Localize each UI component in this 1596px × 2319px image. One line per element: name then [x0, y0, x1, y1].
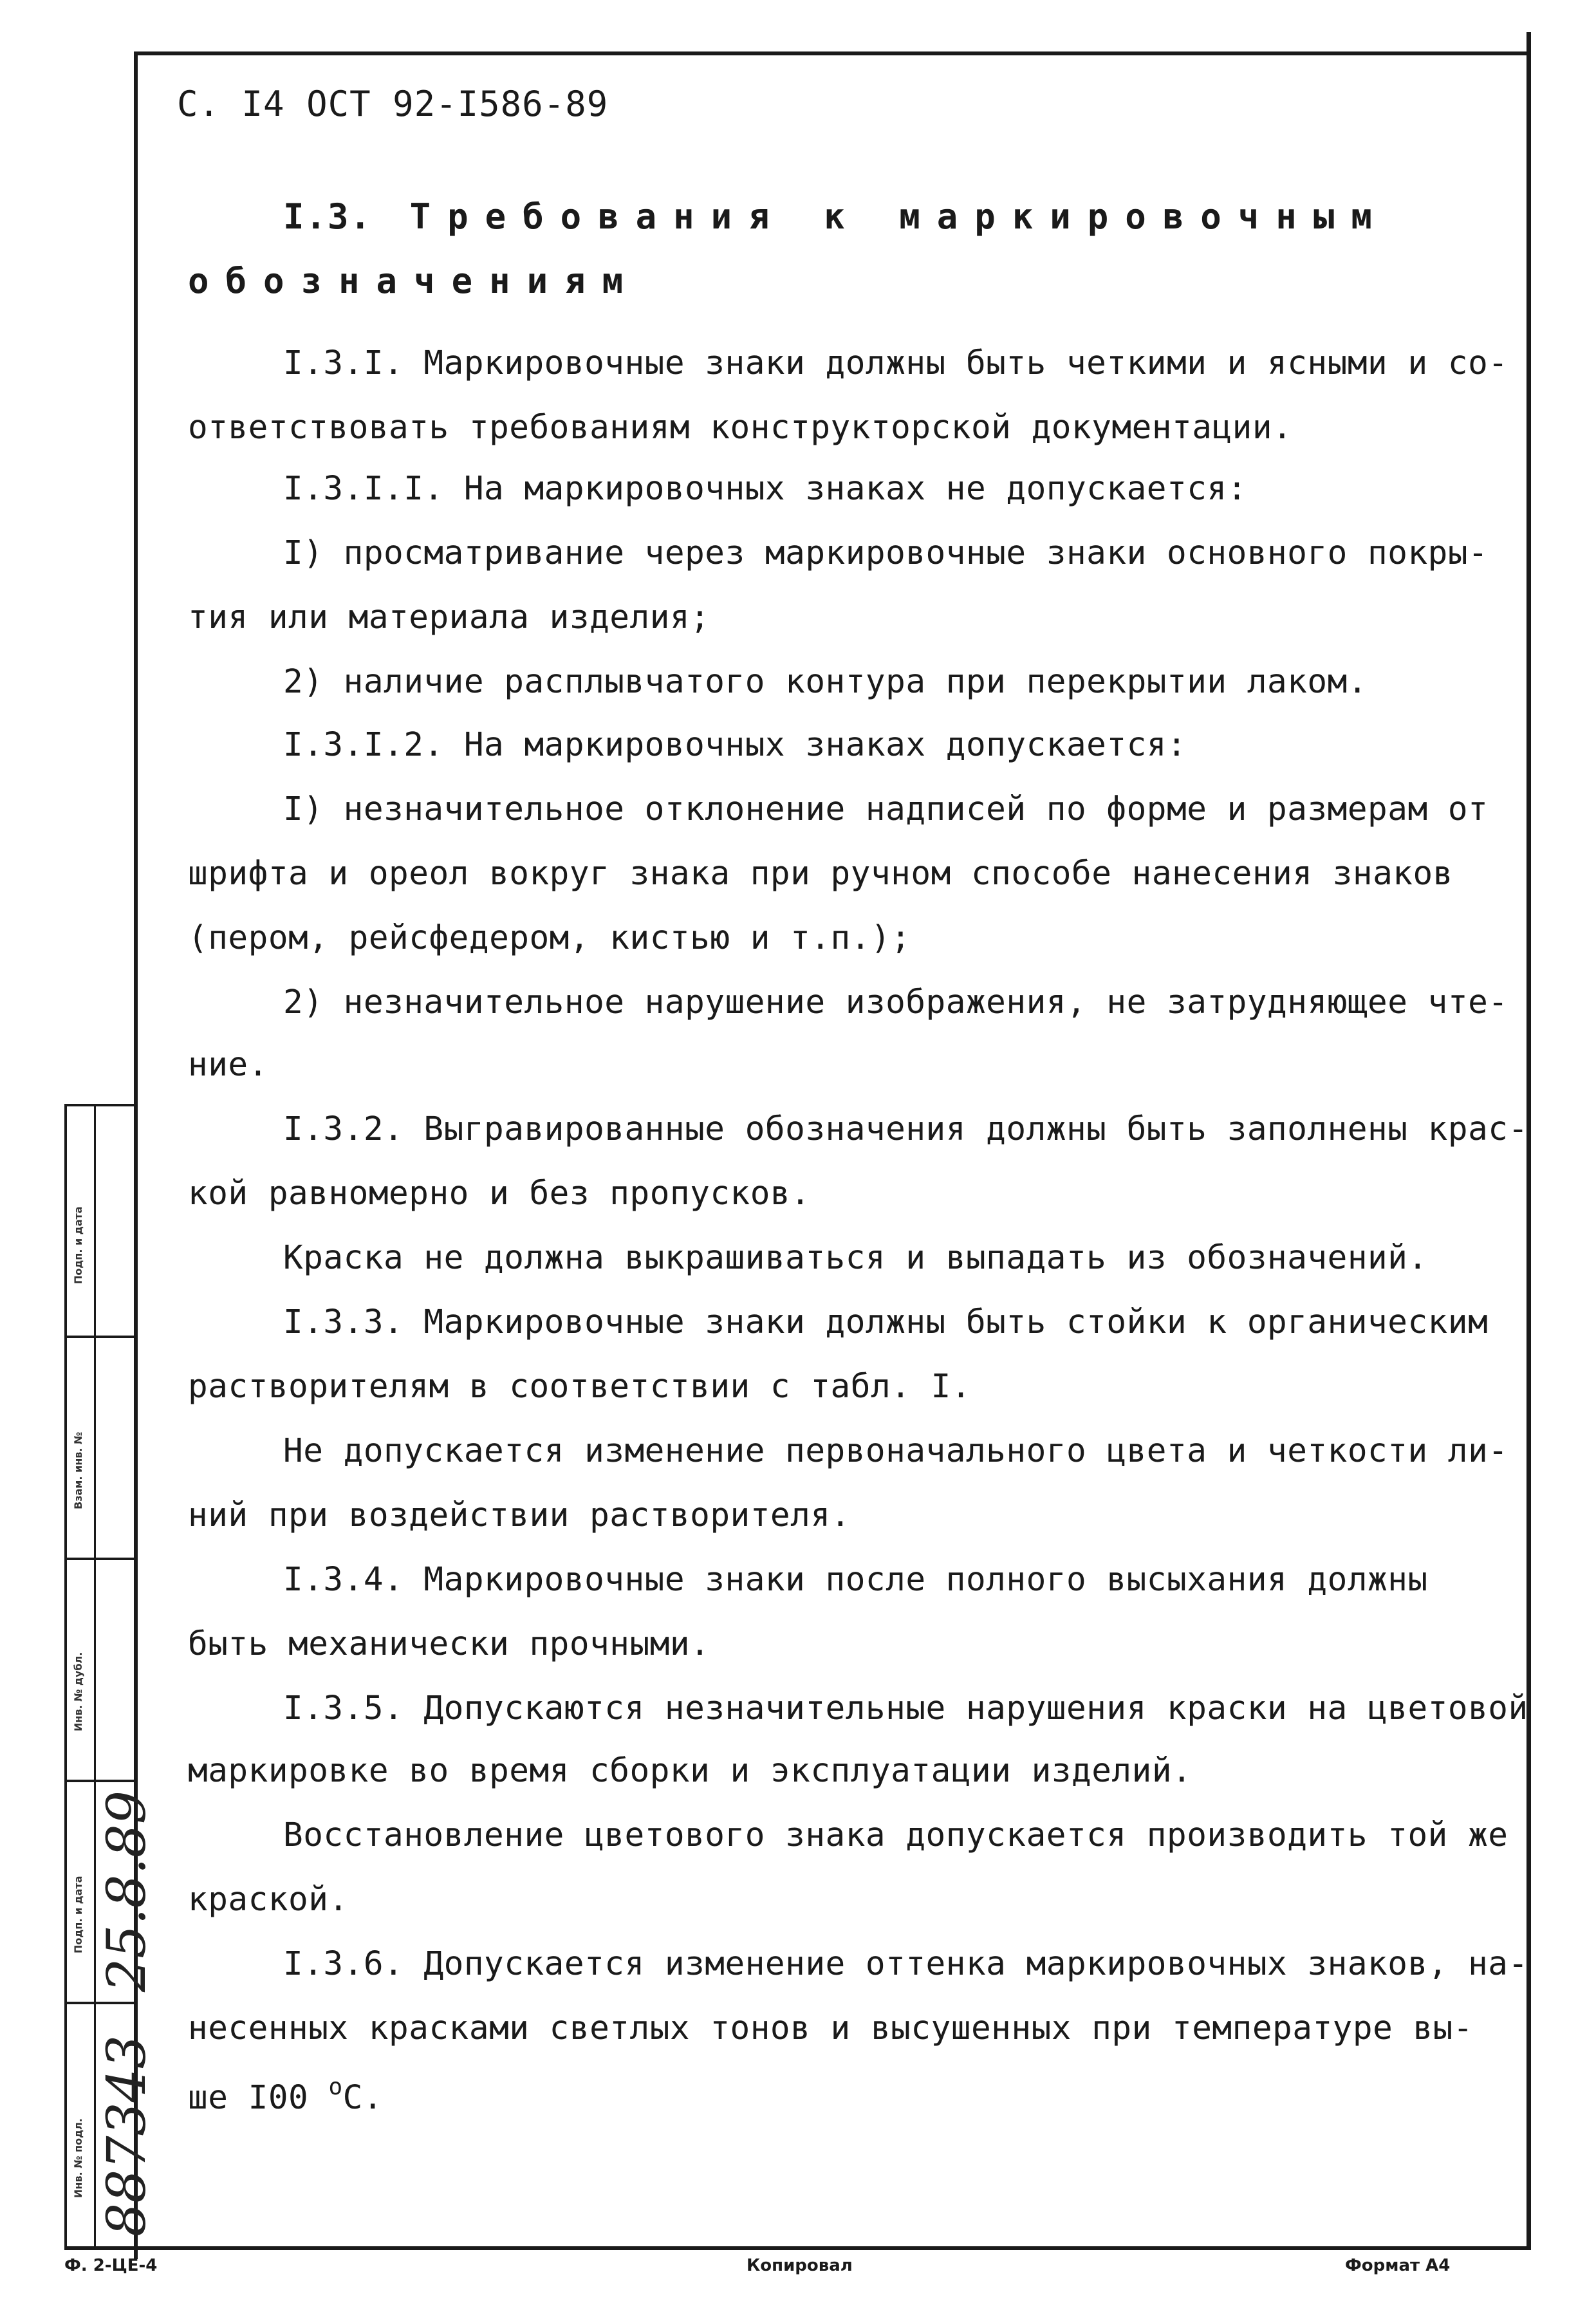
degree-superscript: o: [328, 2074, 343, 2100]
stamp-divider-vertical: [94, 1104, 96, 2246]
footer-format: Формат А4: [1345, 2256, 1451, 2275]
section-title-line2: обозначениям: [188, 261, 640, 301]
stamp-label-sign-date-2: Подп. и дата: [72, 1876, 84, 1953]
body-line: краской.: [188, 1881, 349, 1919]
body-line: несенных красками светлых тонов и высушенных при температуре вы-: [188, 2009, 1474, 2047]
section-title-line1: Требования к маркировочным: [409, 196, 1389, 237]
body-line: I) просматривание через маркировочные знаки основного покры-: [283, 534, 1489, 572]
stamp-label-duplicate-inv: Инв. № дубл.: [72, 1652, 84, 1731]
body-line: (пером, рейсфедером, кистью и т.п.);: [188, 919, 911, 957]
body-line: I.3.I.2. На маркировочных знаках допускается:: [283, 726, 1187, 764]
stamp-label-replacement-inv: Взам. инв. №: [72, 1431, 84, 1509]
body-line: Краска не должна выкрашиваться и выпадать из обозначений.: [283, 1239, 1428, 1277]
footer-form-code: Ф. 2-ЦЕ-4: [64, 2256, 158, 2275]
section-heading-line1: [283, 196, 1389, 237]
stamp-label-sign-date: Подп. и дата: [72, 1206, 84, 1284]
stamp-divider: [67, 1104, 136, 1106]
page-header: С. I4 ОСТ 92-I586-89: [177, 84, 609, 124]
body-line-last-unit: С.: [342, 2079, 384, 2117]
inventory-stamp: [64, 1104, 158, 2246]
body-line-last-text: ше I00: [188, 2079, 329, 2117]
body-line: I.3.4. Маркировочные знаки после полного высыхания должны: [283, 1561, 1428, 1599]
body-line: ние.: [188, 1046, 268, 1084]
body-line: I.3.2. Выгравированные обозначения должны быть заполнены крас-: [283, 1110, 1528, 1148]
handwritten-inventory-number: 887343: [97, 2035, 158, 2237]
body-line-last: [188, 2074, 383, 2117]
body-line: тия или материала изделия;: [188, 599, 710, 637]
body-line: I.3.3. Маркировочные знаки должны быть стойки к органическим: [283, 1303, 1489, 1341]
body-line: шрифта и ореол вокруг знака при ручном способе нанесения знаков: [188, 855, 1453, 893]
body-line: маркировке во время сборки и эксплуатации изделий.: [188, 1752, 1192, 1790]
body-line: быть механически прочными.: [188, 1625, 710, 1663]
body-line: I.3.6. Допускается изменение оттенка маркировочных знаков, на-: [283, 1945, 1528, 1983]
body-line: I.3.5. Допускаются незначительные нарушения краски на цветовой: [283, 1690, 1528, 1728]
section-number: I.3.: [283, 196, 373, 237]
frame-top-border: [134, 51, 1530, 55]
body-line: 2) наличие расплывчатого контура при перекрытии лаком.: [283, 663, 1368, 701]
stamp-divider: [67, 2002, 136, 2004]
body-line: ответствовать требованиям конструкторской документации.: [188, 409, 1293, 447]
stamp-divider: [67, 1336, 136, 1338]
frame-bottom-border: [64, 2246, 1531, 2250]
body-line: Восстановление цветового знака допускается производить той же: [283, 1816, 1508, 1854]
handwritten-date: 25.8.89: [97, 1791, 158, 1992]
footer-copied-by: Копировал: [747, 2256, 853, 2275]
body-line: I) незначительное отклонение надписей по форме и размерам от: [283, 790, 1489, 828]
stamp-divider: [67, 1780, 136, 1782]
stamp-label-original-inv: Инв. № подл.: [72, 2118, 84, 2198]
body-line: ний при воздействии растворителя.: [188, 1496, 851, 1534]
body-line: I.3.I.I. На маркировочных знаках не допускается:: [283, 470, 1247, 508]
body-line: растворителям в соответствии с табл. I.: [188, 1368, 971, 1406]
body-line: I.3.I. Маркировочные знаки должны быть четкими и ясными и со-: [283, 344, 1508, 382]
body-line: Не допускается изменение первоначального цвета и четкости ли-: [283, 1432, 1508, 1470]
body-line: 2) незначительное нарушение изображения, не затрудняющее чте-: [283, 983, 1508, 1021]
body-line: кой равномерно и без пропусков.: [188, 1175, 811, 1213]
stamp-divider: [67, 1558, 136, 1560]
